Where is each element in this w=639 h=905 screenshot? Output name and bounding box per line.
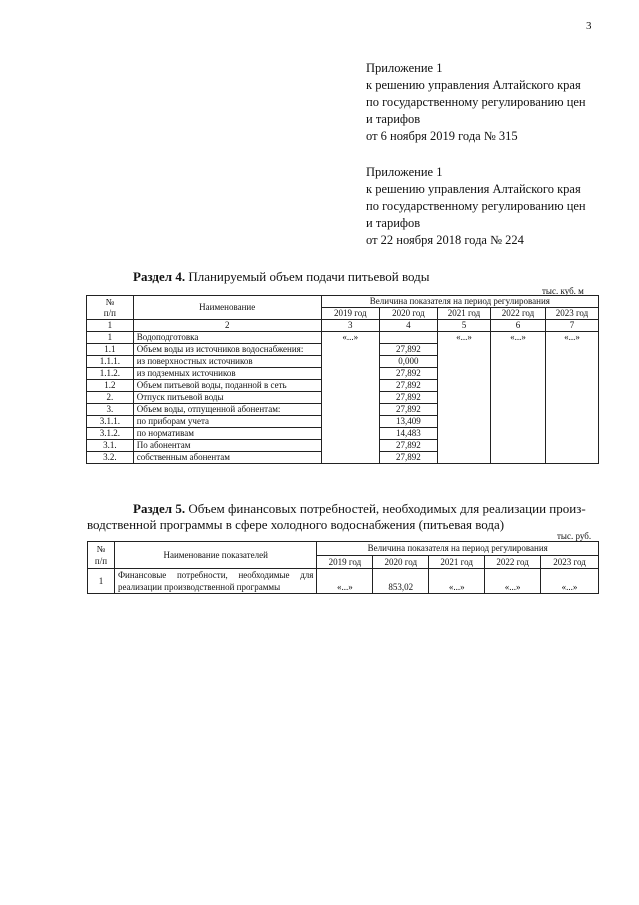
header-name: Наименование: [133, 296, 321, 320]
row-name: Объем воды, отпущенной абонентам:: [133, 404, 321, 416]
header-year: 2022 год: [485, 555, 541, 569]
col-number: 6: [490, 320, 545, 332]
appendix-header-1: [366, 60, 586, 145]
section4-title: [133, 269, 430, 285]
row-name: Отпуск питьевой воды: [133, 392, 321, 404]
header-num: № п/п: [87, 296, 134, 320]
appendix-line: Приложение 1: [366, 61, 443, 75]
appendix-line: от 6 ноября 2019 года № 315: [366, 129, 518, 143]
cell-2022: «...»: [485, 569, 541, 594]
cell-2020: [379, 332, 437, 344]
row-num: 1.1.1.: [87, 356, 134, 368]
page-number: 3: [586, 20, 592, 32]
header-year: 2022 год: [490, 308, 545, 320]
section4-label: Раздел 4.: [133, 269, 186, 284]
header-year: 2021 год: [438, 308, 491, 320]
cell-2020: 14,483: [379, 428, 437, 440]
table-header-row: [87, 296, 599, 308]
header-year: 2020 год: [379, 308, 437, 320]
cell-2020: 27,892: [379, 344, 437, 356]
row-num: 1.2: [87, 380, 134, 392]
table-row: [88, 569, 599, 594]
row-name: из поверхностных источников: [133, 356, 321, 368]
cell-2020: 27,892: [379, 404, 437, 416]
section5-title: [87, 501, 597, 533]
cell-2020: 27,892: [379, 392, 437, 404]
section5-unit: тыс. руб.: [557, 531, 592, 541]
row-num: 2.: [87, 392, 134, 404]
appendix-header-2: [366, 164, 586, 249]
row-num: 3.1.1.: [87, 416, 134, 428]
cell-2020: 27,892: [379, 368, 437, 380]
header-period-group: Величина показателя на период регулирования: [317, 542, 599, 556]
header-year: 2020 год: [373, 555, 429, 569]
col-number: 7: [545, 320, 598, 332]
row-num: 1.1.2.: [87, 368, 134, 380]
row-name: Финансовые потребности, необходимые для реализации производственной программы: [114, 569, 317, 594]
appendix-line: и тарифов: [366, 112, 421, 126]
col-number: 2: [133, 320, 321, 332]
cell-2023: «...»: [541, 569, 599, 594]
cell-2020: 853,02: [373, 569, 429, 594]
appendix-line: к решению управления Алтайского края: [366, 78, 581, 92]
header-year: 2023 год: [541, 555, 599, 569]
row-name: из подземных источников: [133, 368, 321, 380]
cell-2019: «...»: [317, 569, 373, 594]
col-number: 1: [87, 320, 134, 332]
row-name: Объем воды из источников водоснабжения:: [133, 344, 321, 356]
cell-2021: «...»: [429, 569, 485, 594]
header-num: № п/п: [88, 542, 115, 569]
cell-2020: 0,000: [379, 356, 437, 368]
row-num: 3.2.: [87, 452, 134, 464]
header-year: 2021 год: [429, 555, 485, 569]
section4-table: [86, 295, 599, 464]
header-year: 2019 год: [321, 308, 379, 320]
row-name: Водоподготовка: [133, 332, 321, 344]
cell-2023: «...»: [545, 332, 598, 464]
cell-2020: 27,892: [379, 380, 437, 392]
header-year: 2023 год: [545, 308, 598, 320]
row-name: По абонентам: [133, 440, 321, 452]
header-year: 2019 год: [317, 555, 373, 569]
cell-2021: «...»: [438, 332, 491, 464]
row-name: по приборам учета: [133, 416, 321, 428]
header-name: Наименование показателей: [114, 542, 317, 569]
section4-unit: тыс. куб. м: [542, 286, 584, 296]
section5-title-line1: Объем финансовых потребностей, необходимых для реализации произ-: [188, 501, 586, 516]
cell-2022: «...»: [490, 332, 545, 464]
row-name: по нормативам: [133, 428, 321, 440]
appendix-line: к решению управления Алтайского края: [366, 182, 581, 196]
section5-title-line2: водственной программы в сфере холодного водоснабжения (питьевая вода): [87, 517, 505, 532]
appendix-line: от 22 ноября 2018 года № 224: [366, 233, 524, 247]
cell-2020: 27,892: [379, 440, 437, 452]
row-num: 3.: [87, 404, 134, 416]
row-num: 1.1: [87, 344, 134, 356]
appendix-line: Приложение 1: [366, 165, 443, 179]
col-number: 4: [379, 320, 437, 332]
cell-2020: 27,892: [379, 452, 437, 464]
row-name: собственным абонентам: [133, 452, 321, 464]
section5-table: [87, 541, 599, 594]
appendix-line: по государственному регулированию цен: [366, 199, 586, 213]
row-num: 3.1.: [87, 440, 134, 452]
row-num: 3.1.2.: [87, 428, 134, 440]
col-number: 3: [321, 320, 379, 332]
column-numbers-row: [87, 320, 599, 332]
cell-2019: «...»: [321, 332, 379, 464]
table-header-row: [88, 542, 599, 556]
header-period-group: Величина показателя на период регулирования: [321, 296, 598, 308]
row-num: 1: [87, 332, 134, 344]
section5-label: Раздел 5.: [133, 501, 186, 516]
row-num: 1: [88, 569, 115, 594]
appendix-line: и тарифов: [366, 216, 421, 230]
row-name: Объем питьевой воды, поданной в сеть: [133, 380, 321, 392]
table-row: [87, 332, 599, 344]
cell-2020: 13,409: [379, 416, 437, 428]
col-number: 5: [438, 320, 491, 332]
appendix-line: по государственному регулированию цен: [366, 95, 586, 109]
section4-title-text: Планируемый объем подачи питьевой воды: [188, 269, 430, 284]
